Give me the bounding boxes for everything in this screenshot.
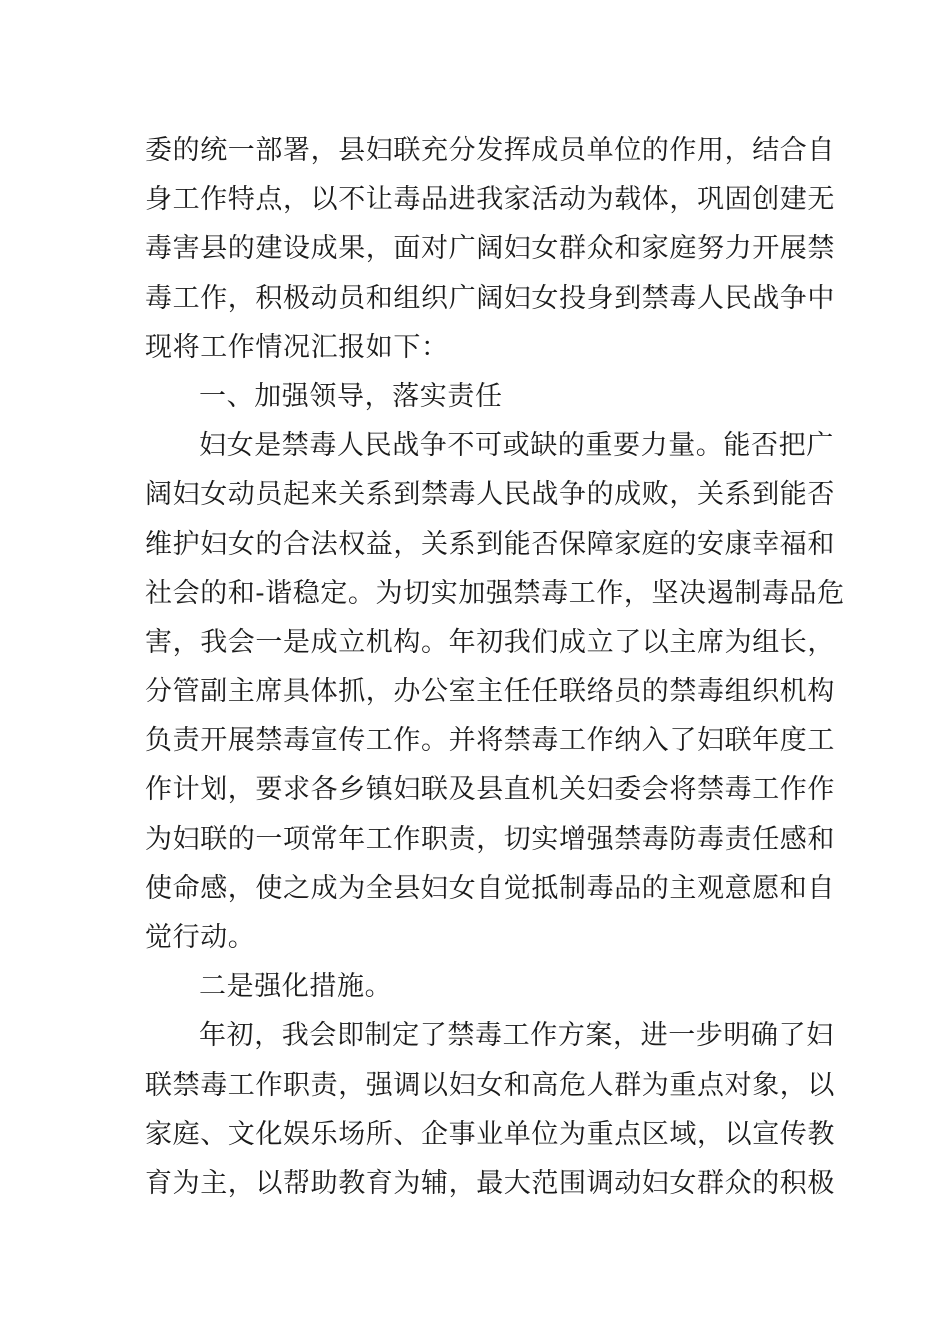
- subsection-heading: 二是强化措施。: [199, 971, 393, 1003]
- text-line: 分管副主席具体抓，办公室主任任联络员的禁毒组织机构: [145, 676, 835, 708]
- text-line: 身工作特点，以不让毒品进我家活动为载体，巩固创建无: [145, 184, 835, 216]
- text-line: 害，我会一是成立机构。年初我们成立了以主席为组长，: [145, 626, 835, 658]
- text-line: 委的统一部署，县妇联充分发挥成员单位的作用，结合自: [145, 135, 835, 166]
- text-line: 维护妇女的合法权益，关系到能否保障家庭的安康幸福和: [145, 528, 835, 560]
- text-line: 为妇联的一项常年工作职责，切实增强禁毒防毒责任感和: [145, 823, 835, 855]
- text-line: 毒工作，积极动员和组织广阔妇女投身到禁毒人民战争中: [145, 282, 835, 314]
- section-heading: 一、加强领导，落实责任: [199, 380, 503, 412]
- text-line: 觉行动。: [145, 922, 256, 953]
- text-line: 现将工作情况汇报如下：: [145, 331, 449, 363]
- text-line: 毒害县的建设成果，面对广阔妇女群众和家庭努力开展禁: [145, 233, 835, 265]
- text-line: 使命感，使之成为全县妇女自觉抵制毒品的主观意愿和自: [145, 872, 835, 904]
- document-body: [145, 126, 845, 1208]
- text-line: 联禁毒工作职责，强调以妇女和高危人群为重点对象，以: [145, 1069, 835, 1101]
- text-line: 社会的和-谐稳定。为切实加强禁毒工作，坚决遏制毒品危: [145, 577, 845, 609]
- text-line: 负责开展禁毒宣传工作。并将禁毒工作纳入了妇联年度工: [145, 725, 835, 757]
- text-line: 家庭、文化娱乐场所、企事业单位为重点区域，以宣传教: [145, 1118, 835, 1150]
- paragraph-start-line: 年初，我会即制定了禁毒工作方案，进一步明确了妇: [199, 1020, 834, 1052]
- paragraph-start-line: 妇女是禁毒人民战争不可或缺的重要力量。能否把广: [199, 430, 834, 462]
- text-line: 育为主，以帮助教育为辅，最大范围调动妇女群众的积极: [145, 1167, 835, 1199]
- text-line: 阔妇女动员起来关系到禁毒人民战争的成败，关系到能否: [145, 479, 835, 511]
- text-line: 作计划，要求各乡镇妇联及县直机关妇委会将禁毒工作作: [145, 774, 835, 806]
